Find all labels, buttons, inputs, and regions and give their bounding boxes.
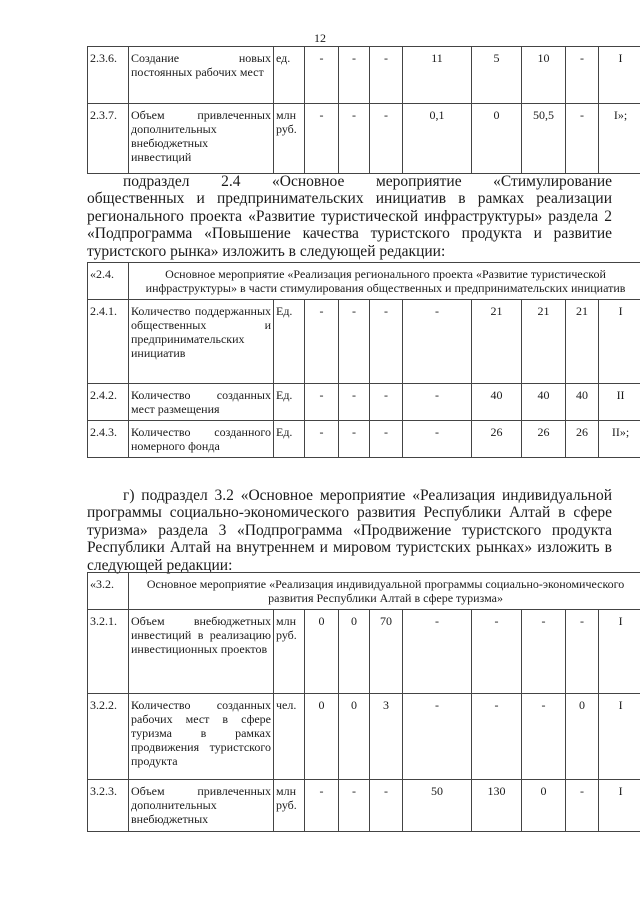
value-cell: - — [370, 47, 403, 104]
value-cell: - — [370, 104, 403, 174]
unit-cell: млн руб. — [274, 610, 305, 694]
table-row — [88, 47, 640, 104]
value-cell: - — [370, 780, 403, 832]
indicator-name: Объем привлеченных дополнительных внебюджетных инвестиций — [129, 104, 274, 174]
value-cell: 0 — [339, 610, 370, 694]
value-cell: 70 — [370, 610, 403, 694]
value-cell: - — [566, 47, 599, 104]
value-cell: - — [339, 47, 370, 104]
value-cell: 0 — [339, 694, 370, 780]
value-cell: I»; — [599, 104, 640, 174]
row-number: 2.4.1. — [88, 300, 129, 384]
row-number: 3.2.2. — [88, 694, 129, 780]
value-cell: 0 — [305, 694, 339, 780]
value-cell: - — [403, 610, 472, 694]
value-cell: - — [472, 610, 522, 694]
value-cell: 0 — [305, 610, 339, 694]
table-row — [88, 300, 640, 384]
value-cell: - — [339, 384, 370, 421]
value-cell: 26 — [522, 421, 566, 458]
value-cell: - — [305, 104, 339, 174]
paragraph-line: туристского рынка» изложить в следующей редакции: — [87, 242, 446, 260]
value-cell: 40 — [522, 384, 566, 421]
row-number: 2.4.3. — [88, 421, 129, 458]
value-cell: - — [305, 780, 339, 832]
unit-cell: млн руб. — [274, 780, 305, 832]
value-cell: - — [403, 421, 472, 458]
value-cell: - — [305, 384, 339, 421]
indicators-table-2-3 — [87, 46, 640, 174]
value-cell: I — [599, 610, 640, 694]
unit-cell: Ед. — [274, 300, 305, 384]
value-cell: 0 — [522, 780, 566, 832]
row-number: 3.2.3. — [88, 780, 129, 832]
value-cell: - — [305, 300, 339, 384]
value-cell: I — [599, 694, 640, 780]
value-cell: 21 — [566, 300, 599, 384]
table-row — [88, 421, 640, 458]
value-cell: - — [370, 384, 403, 421]
value-cell: I — [599, 47, 640, 104]
unit-cell: ед. — [274, 47, 305, 104]
paragraph-line: регионального проекта «Развитие туристической инфраструктуры» раздела 2 — [87, 207, 612, 225]
indicator-name: Количество созданных мест размещения — [129, 384, 274, 421]
value-cell: - — [370, 300, 403, 384]
table-row — [88, 780, 640, 832]
unit-cell: Ед. — [274, 421, 305, 458]
table-row — [88, 694, 640, 780]
value-cell: 130 — [472, 780, 522, 832]
row-number: 2.3.6. — [88, 47, 129, 104]
section-title: Основное мероприятие «Реализация регионального проекта «Развитие туристической инфраструктуры» в части стимулирования общественных и предпринимательских инициатив — [129, 263, 640, 300]
value-cell: 40 — [566, 384, 599, 421]
value-cell: 0 — [566, 694, 599, 780]
value-cell: II — [599, 384, 640, 421]
value-cell: 40 — [472, 384, 522, 421]
value-cell: - — [566, 104, 599, 174]
value-cell: II»; — [599, 421, 640, 458]
value-cell: 50,5 — [522, 104, 566, 174]
value-cell: - — [339, 780, 370, 832]
unit-cell: Ед. — [274, 384, 305, 421]
value-cell: - — [566, 610, 599, 694]
table-row — [88, 610, 640, 694]
table-header-row — [88, 263, 640, 300]
table-row — [88, 384, 640, 421]
paragraph-line: подраздел 2.4 «Основное мероприятие «Стимулирование — [123, 173, 612, 190]
paragraph-subsection-3-2 — [87, 487, 612, 574]
table-header-row — [88, 573, 640, 610]
value-cell: 21 — [522, 300, 566, 384]
paragraph-line: программы социально-экономического развития Республики Алтай в сфере — [87, 504, 612, 522]
value-cell: 10 — [522, 47, 566, 104]
table-row — [88, 104, 640, 174]
value-cell: 3 — [370, 694, 403, 780]
unit-cell: млн руб. — [274, 104, 305, 174]
paragraph-subsection-2-4 — [87, 173, 612, 260]
indicators-table-3-2 — [87, 572, 640, 832]
unit-cell: чел. — [274, 694, 305, 780]
value-cell: - — [566, 780, 599, 832]
section-title: Основное мероприятие «Реализация индивидуальной программы социально-экономического развития Республики Алтай в сфере туризма» — [129, 573, 640, 610]
value-cell: - — [305, 421, 339, 458]
value-cell: 26 — [472, 421, 522, 458]
indicators-table-2-4 — [87, 262, 640, 458]
indicator-name: Количество поддержанных общественных и предпринимательских инициатив — [129, 300, 274, 384]
paragraph-line: туризма» раздела 3 «Подпрограмма «Продвижение туристского продукта — [87, 521, 612, 539]
value-cell: - — [403, 300, 472, 384]
row-number: 2.4.2. — [88, 384, 129, 421]
indicator-name: Количество созданных рабочих мест в сфере туризма в рамках продвижения туристского продукта — [129, 694, 274, 780]
indicator-name: Объем внебюджетных инвестиций в реализацию инвестиционных проектов — [129, 610, 274, 694]
value-cell: 50 — [403, 780, 472, 832]
value-cell: 5 — [472, 47, 522, 104]
indicator-name: Объем привлеченных дополнительных внебюджетных — [129, 780, 274, 832]
value-cell: 0,1 — [403, 104, 472, 174]
value-cell: - — [370, 421, 403, 458]
value-cell: - — [403, 694, 472, 780]
value-cell: - — [339, 421, 370, 458]
section-number: «2.4. — [88, 263, 129, 300]
value-cell: I — [599, 300, 640, 384]
value-cell: - — [339, 300, 370, 384]
value-cell: - — [403, 384, 472, 421]
indicator-name: Создание новых постоянных рабочих мест — [129, 47, 274, 104]
value-cell: - — [339, 104, 370, 174]
paragraph-line: Республики Алтай на внутреннем и мировом туристских рынках» изложить в — [87, 539, 612, 557]
section-number: «3.2. — [88, 573, 129, 610]
paragraph-line: г) подраздел 3.2 «Основное мероприятие «Реализация индивидуальной — [123, 487, 612, 504]
paragraph-line: «Подпрограмма «Повышение качества туристского продукта и развитие — [87, 225, 612, 243]
value-cell: 21 — [472, 300, 522, 384]
indicator-name: Количество созданного номерного фонда — [129, 421, 274, 458]
value-cell: I — [599, 780, 640, 832]
value-cell: 11 — [403, 47, 472, 104]
value-cell: - — [522, 694, 566, 780]
paragraph-line: общественных и предпринимательских инициатив в рамках реализации — [87, 190, 612, 208]
paragraph-line: следующей редакции: — [87, 556, 233, 574]
row-number: 3.2.1. — [88, 610, 129, 694]
page-number: 12 — [314, 31, 326, 45]
value-cell: 26 — [566, 421, 599, 458]
value-cell: - — [522, 610, 566, 694]
value-cell: - — [472, 694, 522, 780]
value-cell: - — [305, 47, 339, 104]
row-number: 2.3.7. — [88, 104, 129, 174]
value-cell: 0 — [472, 104, 522, 174]
